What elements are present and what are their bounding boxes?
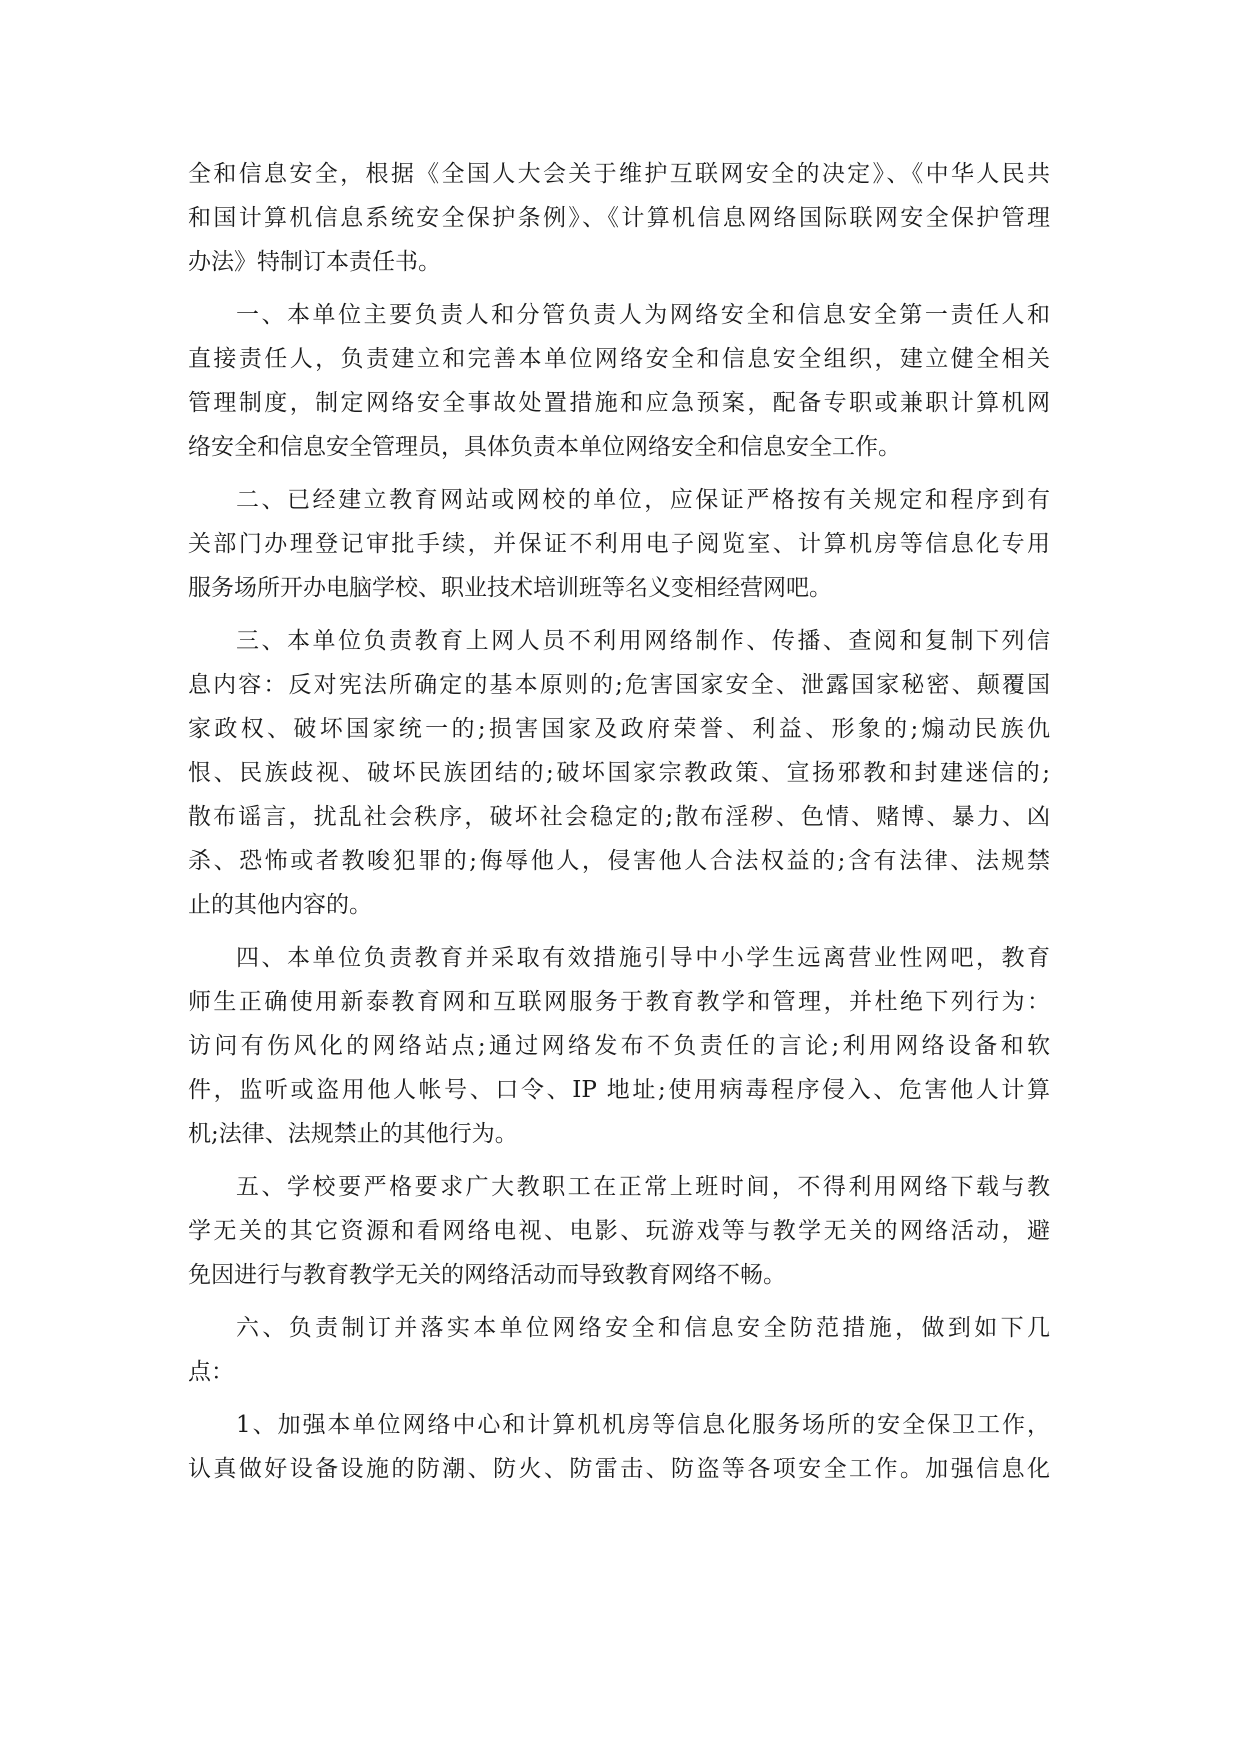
paragraph bbox=[188, 478, 1050, 610]
paragraph bbox=[188, 152, 1050, 284]
text-line: 关部门办理登记审批手续，并保证不利用电子阅览室、计算机房等信息化专用 bbox=[188, 531, 1050, 557]
text-line: 息内容：反对宪法所确定的基本原则的;危害国家安全、泄露国家秘密、颠覆国 bbox=[188, 672, 1050, 698]
text-line: 直接责任人，负责建立和完善本单位网络安全和信息安全组织，建立健全相关 bbox=[188, 346, 1050, 372]
text-line: 机;法律、法规禁止的其他行为。 bbox=[188, 1121, 518, 1147]
paragraph bbox=[188, 619, 1050, 927]
paragraph bbox=[188, 1165, 1050, 1297]
text-line: 全和信息安全，根据《全国人大会关于维护互联网安全的决定》、《中华人民共 bbox=[188, 161, 1050, 187]
text-line: 学无关的其它资源和看网络电视、电影、玩游戏等与教学无关的网络活动，避 bbox=[188, 1218, 1050, 1244]
text-line: 杀、恐怖或者教唆犯罪的;侮辱他人，侵害他人合法权益的;含有法律、法规禁 bbox=[188, 848, 1050, 874]
text-line: 六、负责制订并落实本单位网络安全和信息安全防范措施，做到如下几 bbox=[236, 1315, 1050, 1341]
text-line: 服务场所开办电脑学校、职业技术培训班等名义变相经营网吧。 bbox=[188, 575, 832, 601]
paragraph bbox=[188, 293, 1050, 469]
text-line: 师生正确使用新泰教育网和互联网服务于教育教学和管理，并杜绝下列行为： bbox=[188, 989, 1050, 1015]
text-line: 五、学校要严格要求广大教职工在正常上班时间，不得利用网络下载与教 bbox=[236, 1174, 1050, 1200]
paragraph bbox=[188, 1306, 1050, 1394]
text-line: 散布谣言，扰乱社会秩序，破坏社会稳定的;散布淫秽、色情、赌博、暴力、凶 bbox=[188, 804, 1050, 830]
paragraph-gap bbox=[188, 1394, 1050, 1403]
paragraph-gap bbox=[188, 927, 1050, 936]
text-line: 恨、民族歧视、破坏民族团结的;破坏国家宗教政策、宣扬邪教和封建迷信的; bbox=[188, 760, 1050, 786]
text-line: 件，监听或盗用他人帐号、口令、IP 地址;使用病毒程序侵入、危害他人计算 bbox=[188, 1077, 1050, 1103]
text-line: 止的其他内容的。 bbox=[188, 892, 372, 918]
paragraph bbox=[188, 1403, 1050, 1491]
text-line: 管理制度，制定网络安全事故处置措施和应急预案，配备专职或兼职计算机网 bbox=[188, 390, 1050, 416]
paragraph-gap bbox=[188, 469, 1050, 478]
text-line: 家政权、破坏国家统一的;损害国家及政府荣誉、利益、形象的;煽动民族仇 bbox=[188, 716, 1050, 742]
text-line: 点： bbox=[188, 1359, 234, 1385]
text-line: 四、本单位负责教育并采取有效措施引导中小学生远离营业性网吧，教育 bbox=[236, 945, 1050, 971]
text-line: 二、已经建立教育网站或网校的单位，应保证严格按有关规定和程序到有 bbox=[236, 487, 1050, 513]
text-line: 办法》特制订本责任书。 bbox=[188, 249, 441, 275]
paragraph-gap bbox=[188, 1156, 1050, 1165]
text-line: 三、本单位负责教育上网人员不利用网络制作、传播、查阅和复制下列信 bbox=[236, 628, 1050, 654]
paragraph bbox=[188, 936, 1050, 1156]
text-line: 访问有伤风化的网络站点;通过网络发布不负责任的言论;利用网络设备和软 bbox=[188, 1033, 1050, 1059]
paragraph-gap bbox=[188, 610, 1050, 619]
text-line: 络安全和信息安全管理员，具体负责本单位网络安全和信息安全工作。 bbox=[188, 434, 901, 460]
paragraph-gap bbox=[188, 284, 1050, 293]
text-line: 1、加强本单位网络中心和计算机机房等信息化服务场所的安全保卫工作， bbox=[236, 1412, 1050, 1438]
text-line: 一、本单位主要负责人和分管负责人为网络安全和信息安全第一责任人和 bbox=[236, 302, 1050, 328]
document-body bbox=[188, 152, 1050, 1491]
text-line: 免因进行与教育教学无关的网络活动而导致教育网络不畅。 bbox=[188, 1262, 786, 1288]
text-line: 认真做好设备设施的防潮、防火、防雷击、防盗等各项安全工作。加强信息化 bbox=[188, 1456, 1050, 1482]
text-line: 和国计算机信息系统安全保护条例》、《计算机信息网络国际联网安全保护管理 bbox=[188, 205, 1050, 231]
paragraph-gap bbox=[188, 1297, 1050, 1306]
